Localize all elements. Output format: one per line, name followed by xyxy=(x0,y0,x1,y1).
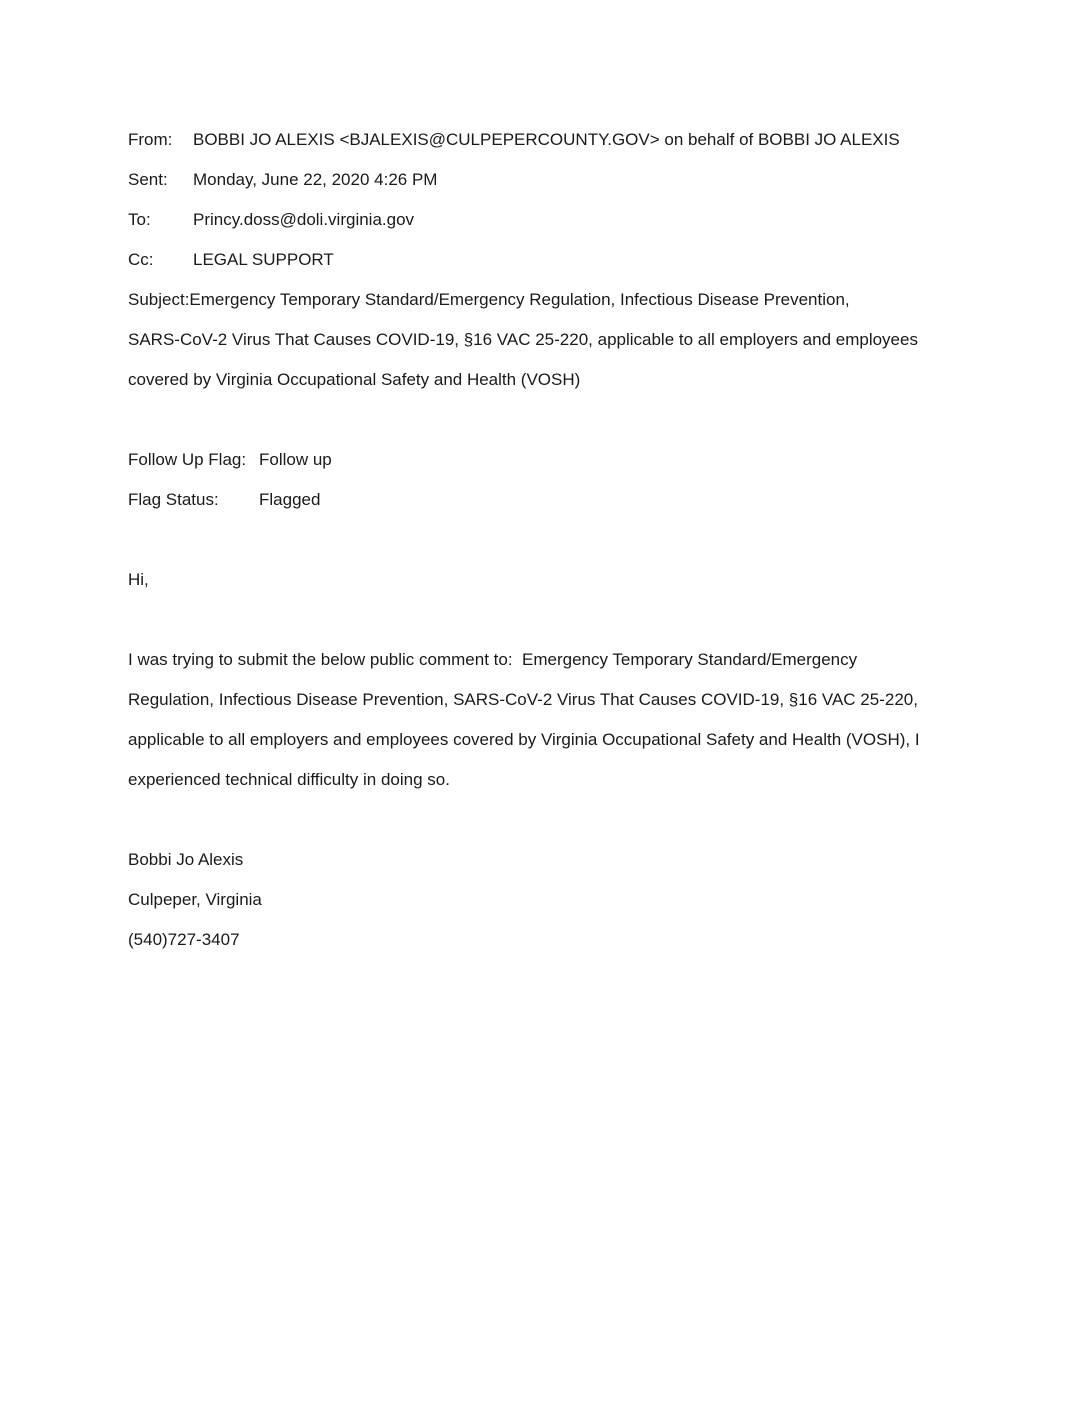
followup-flag-row xyxy=(128,440,968,480)
email-content xyxy=(128,120,968,960)
sent-label: Sent: xyxy=(128,170,168,189)
from-value: BOBBI JO ALEXIS <BJALEXIS@CULPEPERCOUNTY.GOV> on behalf of BOBBI JO ALEXIS xyxy=(193,130,900,149)
cc-value: LEGAL SUPPORT xyxy=(193,250,334,269)
greeting: Hi, xyxy=(128,570,149,589)
spacer xyxy=(128,600,968,640)
body-line-3: applicable to all employers and employees covered by Virginia Occupational Safety and Health (VOSH), I xyxy=(128,730,920,749)
header-row-cc xyxy=(128,240,968,280)
body-line-4: experienced technical difficulty in doing so. xyxy=(128,770,450,789)
sent-value: Monday, June 22, 2020 4:26 PM xyxy=(193,170,438,189)
flag-status-label: Flag Status: xyxy=(128,490,219,509)
header-row-from xyxy=(128,120,968,160)
to-value: Princy.doss@doli.virginia.gov xyxy=(193,210,415,229)
spacer xyxy=(128,400,968,440)
flag-status-value: Flagged xyxy=(259,490,321,509)
spacer xyxy=(128,520,968,560)
signature-location: Culpeper, Virginia xyxy=(128,890,262,909)
followup-flag-label: Follow Up Flag: xyxy=(128,450,247,469)
subject-line-1: Subject:Emergency Temporary Standard/Emergency Regulation, Infectious Disease Prevention, xyxy=(128,290,850,309)
cc-label: Cc: xyxy=(128,250,154,269)
spacer xyxy=(128,800,968,840)
from-label: From: xyxy=(128,130,173,149)
subject-line-3: covered by Virginia Occupational Safety and Health (VOSH) xyxy=(128,370,581,389)
header-row-sent xyxy=(128,160,968,200)
followup-flag-value: Follow up xyxy=(259,450,332,469)
signature-name: Bobbi Jo Alexis xyxy=(128,850,244,869)
body-line-2: Regulation, Infectious Disease Prevention, SARS-CoV-2 Virus That Causes COVID-19, §16 VAC 25-220, xyxy=(128,690,918,709)
to-label: To: xyxy=(128,210,151,229)
flag-status-row xyxy=(128,480,968,520)
signature-phone: (540)727-3407 xyxy=(128,930,240,949)
subject-line-2: SARS-CoV-2 Virus That Causes COVID-19, §16 VAC 25-220, applicable to all employers and employees xyxy=(128,330,918,349)
body-line-1: I was trying to submit the below public comment to: Emergency Temporary Standard/Emergency xyxy=(128,650,858,669)
header-row-to xyxy=(128,200,968,240)
